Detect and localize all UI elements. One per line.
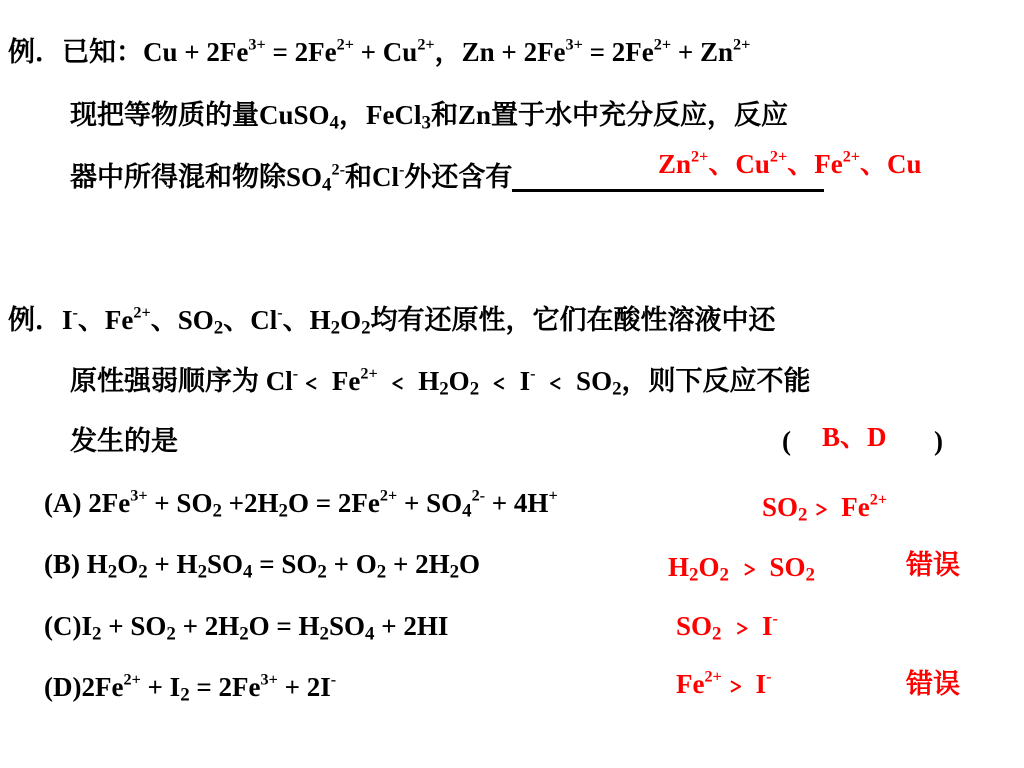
example1-line3: 器中所得混和物除$SO_4^{2-}$和Cl-外还含有 bbox=[70, 160, 824, 194]
example2-line2: 原性强弱顺序为 Cl-﹤ $Fe^{2+}$ ﹤ $H_2O_2$ ﹤ I- ﹤ $SO_2$，则下反应不能 bbox=[70, 364, 811, 400]
example2-line3: 发生的是 bbox=[70, 426, 178, 456]
note-b: $H_2O_2$ ﹥ $SO_2$ bbox=[668, 552, 815, 586]
example1-line2: 现把等物质的量CuSO$_4$，FeCl$_3$和Zn置于水中充分反应，反应 bbox=[70, 100, 788, 134]
wrong-label-b: 错误 bbox=[906, 550, 960, 580]
answer-paren-close: ) bbox=[934, 426, 943, 456]
example2-line1: 例．I-、$Fe^{2+}$、$SO_2$、Cl-、$H_2O_2$均有还原性，它们在酸性溶液中还 bbox=[8, 303, 776, 339]
answer-paren-open: ( bbox=[782, 426, 791, 456]
option-b: (B) $H_2O_2 + H_2SO_4 = SO_2 + O_2 + 2H_2O$ bbox=[44, 549, 481, 583]
option-a: (A) $2Fe^{3+} + SO_2 +2H_2O = 2Fe^{2+} + SO_4^{2-} + 4H^+$ bbox=[44, 486, 558, 522]
option-d: $(D)2Fe^{2+} + I_2 = 2Fe^{3+} + 2I^-$ bbox=[44, 670, 337, 706]
example1-line1: 例．已知：$Cu + 2Fe^{3+} = 2Fe^{2+} + Cu^{2+}$，$Zn + 2Fe^{3+} = 2Fe^{2+} + Zn^{2+}$ bbox=[8, 35, 751, 67]
option-c: $(C)I_2 + SO_2 + 2H_2O = H_2SO_4 + 2HI$ bbox=[44, 611, 449, 645]
note-a: $SO_2﹥$ $Fe^{2+}$ bbox=[762, 490, 888, 526]
example1-answer: $Zn^{2+}$、$Cu^{2+}$、$Fe^{2+}$、Cu bbox=[658, 147, 922, 179]
wrong-label-d: 错误 bbox=[906, 669, 960, 699]
note-c: $SO_2$ ﹥ I- bbox=[676, 609, 778, 645]
note-d: $Fe^{2+}﹥$ I- bbox=[676, 667, 772, 699]
example2-answer: B、D bbox=[822, 422, 887, 452]
